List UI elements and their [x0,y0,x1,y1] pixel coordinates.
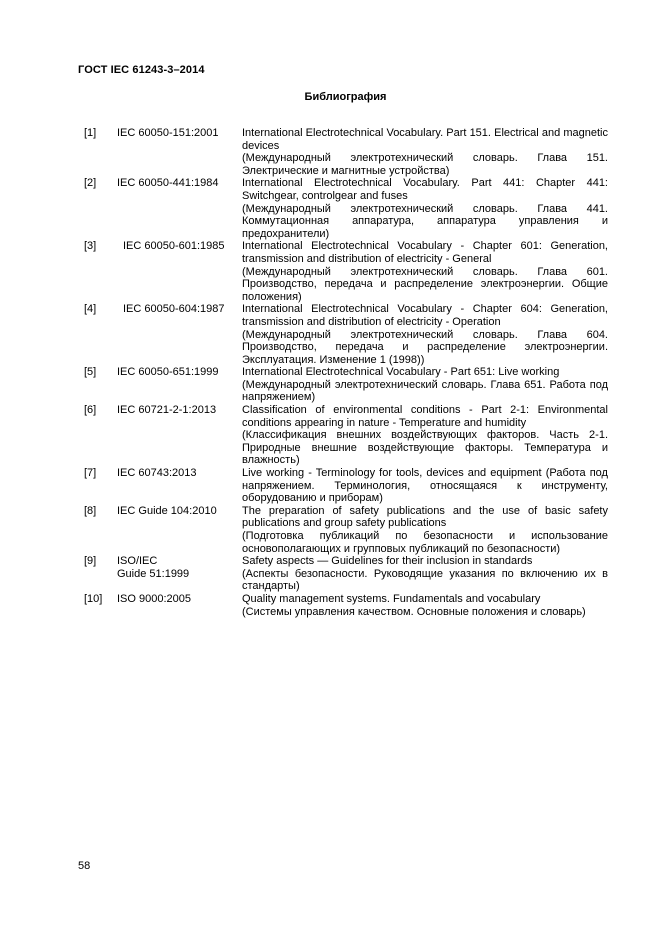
bibliography-entry [84,505,608,555]
entry-description [242,366,608,404]
bibliography-entry [84,593,608,618]
bibliography-entry [84,303,608,366]
entry-number: [9] [84,555,97,568]
entry-number: [5] [84,366,97,379]
entry-title-ru: (Международный электротехнический словарь. Глава 601. Производство, передача и распределение электроэнергии. Общие положения) [242,265,608,303]
entry-description [242,303,608,366]
entry-description [242,404,608,467]
entry-number: [8] [84,504,97,517]
page-number: 58 [78,860,91,872]
bibliography-entry [84,467,608,505]
document-header: ГОСТ IEC 61243-3–2014 [78,64,205,76]
entry-title-en: Safety aspects — Guidelines for their inclusion in standards [242,555,533,568]
entry-standard: IEC 60050-651:1999 [117,366,219,379]
bibliography-entry [84,127,608,177]
entry-description [242,240,608,303]
entry-standard: IEC 60050-601:1985 [123,240,225,253]
entry-title-en: Classification of environmental conditions - Part 2-1: Environmental conditions appearing in nature - Temperature and humidity [242,404,608,429]
bibliography-list [84,127,608,618]
entry-number: [1] [84,127,97,139]
entry-standard: IEC 60721-2-1:2013 [117,404,217,417]
entry-description [242,505,608,555]
entry-title-en: International Electrotechnical Vocabulary - Chapter 601: Generation, transmission and distribution of electricity - General [242,240,608,265]
entry-standard: IEC 60050-151:2001 [117,127,219,139]
entry-number: [6] [84,404,97,417]
entry-number: [2] [84,177,97,190]
entry-title-ru: (Международный электротехнический словарь. Глава 441. Коммутационная аппаратура, аппаратура управления и предохранители) [242,202,608,240]
entry-title-en: The preparation of safety publications and the use of basic safety publications and group safety publications [242,504,608,530]
page-title: Библиография [304,91,387,103]
entry-title-ru: (Работа под напряжением. Терминология, относящаяся к инструменту, оборудованию и приборам) [242,467,608,505]
entry-standard: ISO 9000:2005 [117,592,192,605]
entry-number: [10] [84,592,103,605]
bibliography-entry [84,366,608,404]
entry-description [242,177,608,240]
entry-title-en: International Electrotechnical Vocabulary. Part 151. Electrical and magnetic devices [242,127,608,152]
entry-standard: IEC 60050-604:1987 [123,303,225,316]
bibliography-entry [84,555,608,593]
entry-title-en: Quality management systems. Fundamentals and vocabulary [242,592,541,605]
entry-number: [3] [84,240,97,253]
entry-title-ru: (Международный электротехнический словарь. Глава 651. Работа под напряжением) [242,378,608,404]
bibliography-entry [84,404,608,467]
entry-title-ru: (Классификация внешних воздействующих факторов. Часть 2-1. Природные внешние воздействующие факторы. Температура и влажность) [242,429,608,467]
entry-description [242,127,608,177]
bibliography-entry [84,177,608,240]
entry-description [242,467,608,505]
entry-description [242,593,608,618]
entry-number: [4] [84,303,97,316]
entry-title-en: International Electrotechnical Vocabulary - Chapter 604: Generation, transmission and distribution of electricity - Operation [242,303,608,328]
entry-description [242,555,608,593]
entry-title-en: International Electrotechnical Vocabulary. Part 441: Chapter 441: Switchgear, controlgear and fuses [242,177,608,202]
entry-number: [7] [84,467,97,480]
entry-standard: IEC 60050-441:1984 [117,177,219,190]
bibliography-entry [84,240,608,303]
entry-title-en: Live working - Terminology for tools, devices and equipment [242,467,542,480]
entry-title-ru: (Международный электротехнический словарь. Глава 151. Электрические и магнитные устройства) [242,152,608,177]
entry-standard: ISO/IEC Guide 51:1999 [117,555,190,580]
entry-standard: IEC 60743:2013 [117,467,197,480]
entry-title-en: International Electrotechnical Vocabulary - Part 651: Live working [242,366,560,379]
entry-title-ru: (Аспекты безопасности. Руководящие указания по включению их в стандарты) [242,567,608,593]
entry-standard: IEC Guide 104:2010 [117,504,217,517]
entry-title-ru: (Международный электротехнический словарь. Глава 604. Производство, передача и распределение электроэнергии. Эксплуатация. Изменение 1 (1998)) [242,328,608,366]
entry-title-ru: (Системы управления качеством. Основные положения и словарь) [242,605,586,618]
entry-title-ru: (Подготовка публикаций по безопасности и использование основополагающих и групповых публикаций по безопасности) [242,530,608,555]
